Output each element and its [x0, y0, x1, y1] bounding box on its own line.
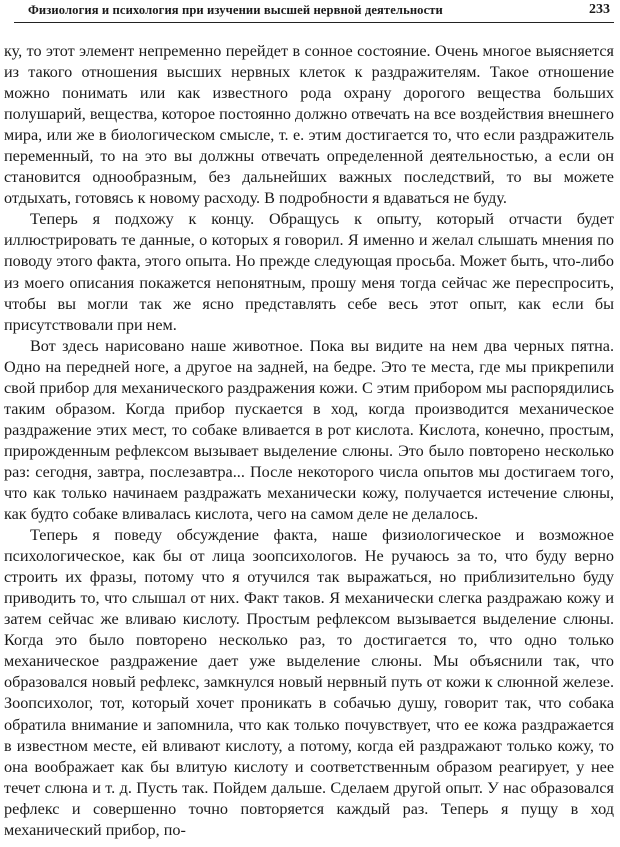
running-title: Физиология и психология при изучении высшей нервной деятельности: [28, 3, 443, 17]
running-header: [14, 0, 614, 23]
body-text: [4, 41, 614, 841]
paragraph: Теперь я подхожу к концу. Обращусь к опыту, который отчасти будет иллюстрировать те данные, о которых я говорил. Я именно и желал слышать мнения по поводу этого факта, этого опыта. Но прежде следующая просьба. Может быть, что-либо из моего описания покажется непонятным, прошу меня тогда сейчас же переспросить, чтобы вы могли так же ясно представлять себе весь этот опыт, как если бы присутствовали при нем.: [4, 210, 614, 334]
paragraph: Вот здесь нарисовано наше животное. Пока вы видите на нем два черных пятна. Одно на передней ноге, а другое на задней, на бедре. Это те места, где мы прикрепили свой прибор для механического раздражения кожи. С этим прибором мы распорядились таким образом. Когда прибор пускается в ход, когда производится механическое раздражение этих мест, то собаке вливается в рот кислота. Кислота, конечно, простым, прирожденным рефлексом вызывает выделение слюны. Это было повторено несколько раз: сегодня, завтра, послезавтра... После некоторого числа опытов мы достигаем того, что как только начинаем раздражать механически кожу, получается истечение слюны, как будто собаке вливалась кислота, чего на самом деле не делалось.: [4, 336, 614, 524]
paragraph: ку, то этот элемент непременно перейдет в сонное состояние. Очень многое выясняется из такого отношения высших нервных клеток к раздражителям. Такое отношение можно понимать или как известного рода охрану дорогого вещества больших полушарий, вещества, которое постоянно должно отвечать на все воздействия внешнего мира, или же в биологическом смысле, т. е. этим достигается то, что если раздражитель переменный, то на это вы должны отвечать определенной деятельностью, а если он становится однообразным, без дальнейших важных последствий, то вы можете отдыхать, готовясь к новому расходу. В подробности я вдаваться не буду.: [4, 42, 614, 208]
paragraph: Теперь я поведу обсуждение факта, наше физиологическое и возможное психологическое, как бы от лица зоопсихологов. Не ручаюсь за то, что буду верно строить их фразы, потому что я отучился так выражаться, но приблизительно буду приводить то, что слышал от них. Факт таков. Я механически слегка раздражаю кожу и затем сейчас же вливаю кислоту. Простым рефлексом вызывается выделение слюны. Когда это было повторено несколько раз, то достигается то, что одно только механическое раздражение дает уже выделение слюны. Мы объяснили так, что образовался новый рефлекс, замкнулся новый нервный путь от кожи к слюнной железе. Зоопсихолог, тот, который хочет проникать в собачью душу, говорит так, что собака обратила внимание и запомнила, что как только почувствует, что ее кожа раздражается в известном месте, ей вливают кислоту, а потому, когда ей раздражают только кожу, то она воображает как бы влитую кислоту и соответственным образом реагирует, у нее течет слюна и т. д. Пусть так. Пойдем дальше. Сделаем другой опыт. У нас образовался рефлекс и совершенно точно повторяется каждый раз. Теперь я пущу в ход механический прибор, по-: [4, 526, 614, 839]
page-number: 233: [589, 2, 610, 17]
